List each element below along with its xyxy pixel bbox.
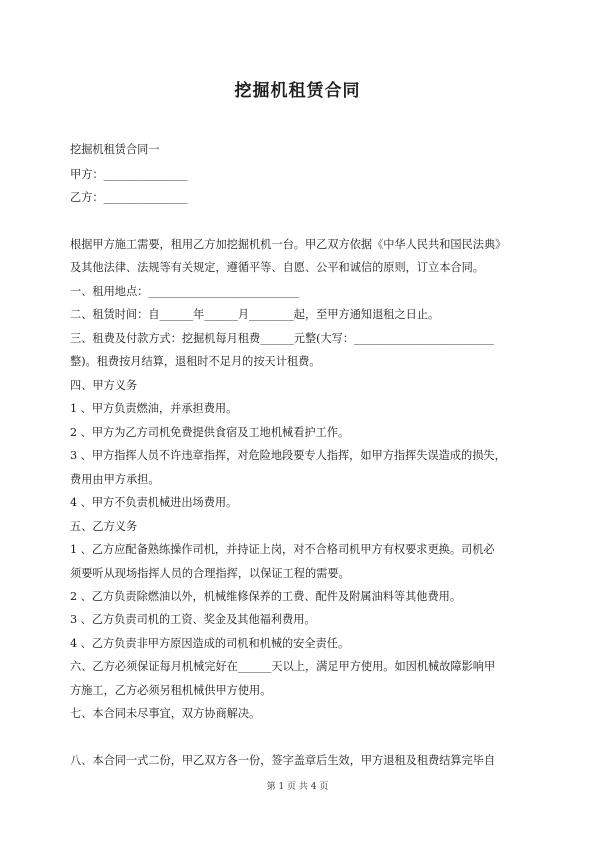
section-5-item-3: 3 、乙方负责司机的工资、奖金及其他福利费用。 (70, 613, 316, 626)
section-4-heading: 四、甲方义务 (70, 379, 138, 392)
preamble-line-1: 根据甲方施工需要，租用乙方加挖掘机机一台。甲乙双方依据《中华人民共和国民法典》 (70, 238, 507, 251)
document-title: 挖掘机租赁合同 (234, 81, 361, 101)
preamble-line-2: 及其他法律、法规等有关规定，遵循平等、自愿、公平和诚信的原则，订立本合同。 (70, 261, 484, 274)
page-number-footer: 第 1 页 共 4 页 (266, 782, 329, 792)
clause-8-line-1: 八、本合同一式二份，甲乙双方各一份，签字盖章后生效，甲方退租及租费结算完毕自 (70, 754, 496, 767)
party-b-line: 乙方：_______________ (70, 191, 188, 204)
clause-6-line-1: 六、乙方必须保证每月机械完好在______天以上，满足甲方使用。如因机械故障影响甲 (70, 660, 496, 673)
contract-subtitle: 挖掘机租赁合同一 (70, 143, 160, 156)
clause-6-line-2: 方施工，乙方必须另租机械供甲方使用。 (70, 684, 272, 697)
clause-7: 七、本合同未尽事宜，双方协商解决。 (70, 707, 261, 720)
section-4-item-4: 4 、甲方不负责机械进出场费用。 (70, 496, 238, 509)
section-4-item-1: 1 、甲方负责燃油，并承担费用。 (70, 402, 238, 415)
section-5-item-2: 2 、乙方负责除燃油以外，机械维修保养的工费、配件及附属油料等其他费用。 (70, 590, 462, 603)
clause-3-fee-line-2: 整)。租费按月结算，退租时不足月的按天计租费。 (70, 355, 321, 368)
section-5-heading: 五、乙方义务 (70, 520, 138, 533)
clause-3-fee-line-1: 三、租费及付款方式：挖掘机每月租费______元整(大写：_________________________ (70, 332, 494, 345)
section-5-item-1-line-1: 1 、乙方应配备熟练操作司机，并持证上岗，对不合格司机甲方有权要求更换。司机必 (70, 543, 495, 556)
party-a-line: 甲方：_______________ (70, 168, 188, 181)
clause-2-period: 二、租赁时间：自______年______月________起，至甲方通知退租之日止。 (70, 308, 440, 321)
clause-1-location: 一、租用地点：___________________________ (70, 285, 300, 298)
section-4-item-2: 2 、甲方为乙方司机免费提供食宿及工地机械看护工作。 (70, 426, 350, 439)
section-5-item-1-line-2: 须要听从现场指挥人员的合理指挥，以保证工程的需要。 (70, 567, 350, 580)
section-4-item-3-line-2: 费用由甲方承担。 (70, 473, 160, 486)
section-5-item-4: 4 、乙方负责非甲方原因造成的司机和机械的安全责任。 (70, 637, 350, 650)
section-4-item-3-line-1: 3 、甲方指挥人员不许违章指挥，对危险地段要专人指挥，如甲方指挥失误造成的损失， (70, 449, 506, 462)
